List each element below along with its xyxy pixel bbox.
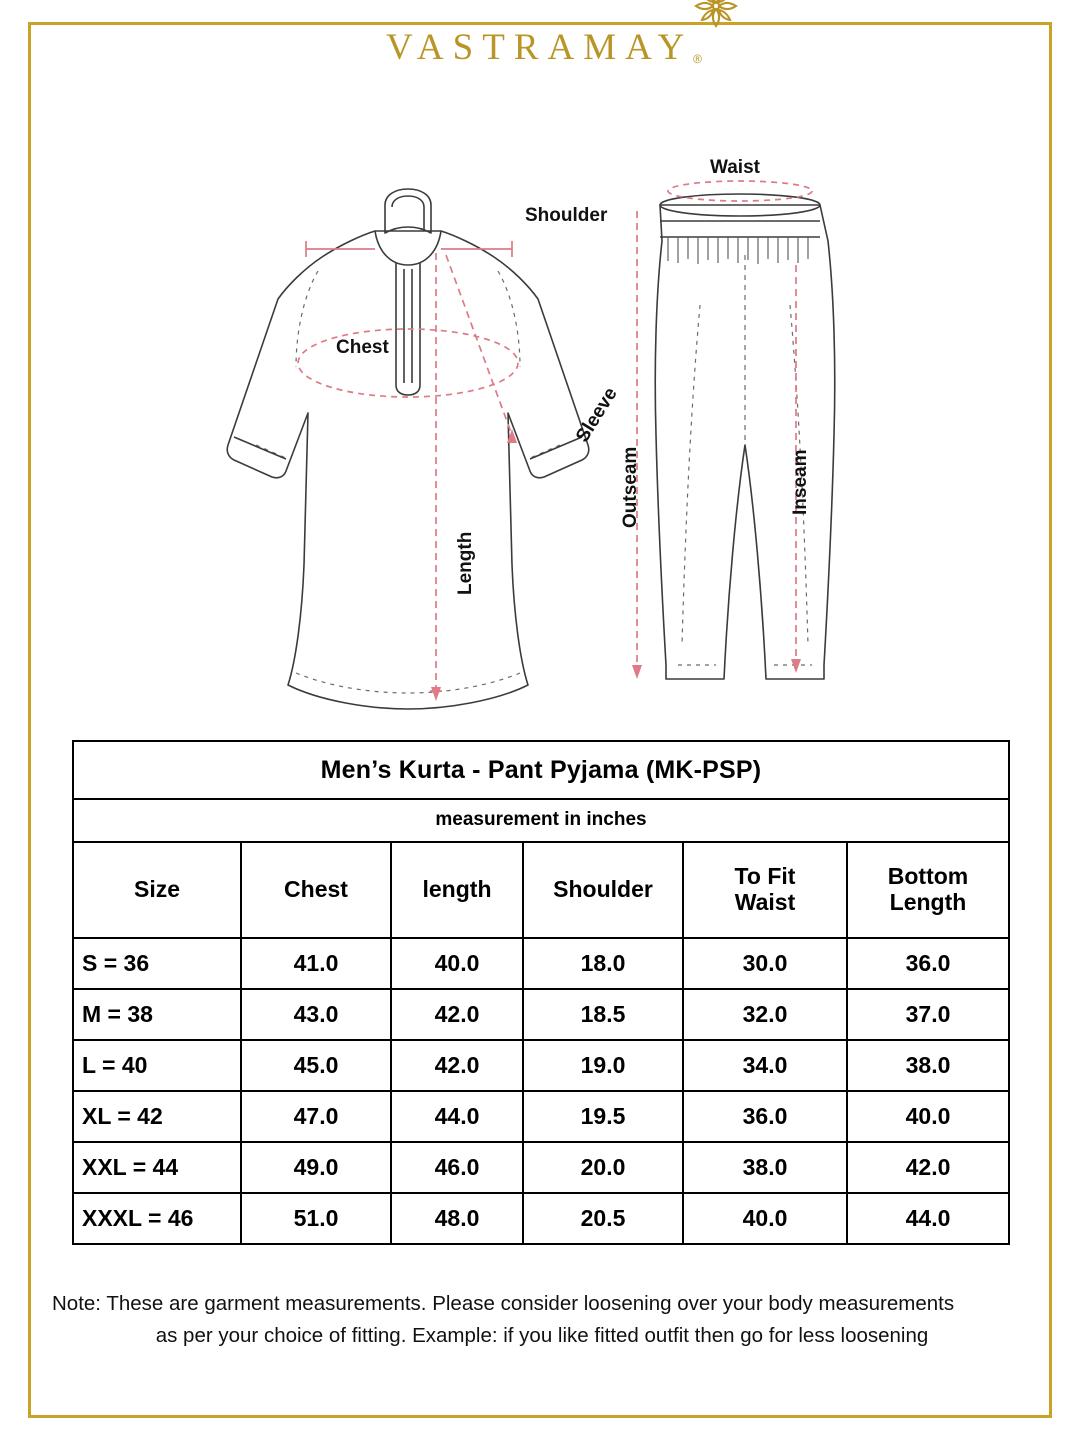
- col-header-bottom-length: [847, 842, 1009, 938]
- col-header-bottom-length-line2: Length: [889, 889, 967, 915]
- cell-shoulder: 20.5: [523, 1193, 683, 1244]
- cell-bottom-length: 40.0: [847, 1091, 1009, 1142]
- table-row: [73, 1142, 1009, 1193]
- brand-name: VASTRAMAY: [385, 27, 694, 68]
- cell-waist: 34.0: [683, 1040, 847, 1091]
- cell-chest: 47.0: [241, 1091, 391, 1142]
- brand-logo: [686, 0, 746, 36]
- cell-shoulder: 18.0: [523, 938, 683, 989]
- cell-length: 42.0: [391, 1040, 523, 1091]
- col-header-shoulder: Shoulder: [523, 842, 683, 938]
- table-title: Men’s Kurta - Pant Pyjama (MK-PSP): [73, 741, 1009, 799]
- garment-diagram: [200, 145, 900, 725]
- table-row: [73, 938, 1009, 989]
- table-row: [73, 1040, 1009, 1091]
- table-row: [73, 1193, 1009, 1244]
- col-header-to-fit-waist: [683, 842, 847, 938]
- cell-length: 44.0: [391, 1091, 523, 1142]
- footer-note-line2: as per your choice of fitting. Example: if you like fitted outfit then go for less loosening: [155, 1323, 929, 1347]
- size-table-wrap: [72, 740, 1008, 1245]
- size-table: [72, 740, 1010, 1245]
- cell-length: 48.0: [391, 1193, 523, 1244]
- ornamental-floral-logo-icon: [686, 0, 746, 36]
- table-row: [73, 989, 1009, 1040]
- cell-chest: 41.0: [241, 938, 391, 989]
- table-title-row: [73, 741, 1009, 799]
- cell-bottom-length: 44.0: [847, 1193, 1009, 1244]
- cell-size: M = 38: [73, 989, 241, 1040]
- cell-length: 46.0: [391, 1142, 523, 1193]
- cell-chest: 49.0: [241, 1142, 391, 1193]
- cell-chest: 43.0: [241, 989, 391, 1040]
- cell-size: S = 36: [73, 938, 241, 989]
- brand-header: [0, 27, 1080, 69]
- cell-size: XL = 42: [73, 1091, 241, 1142]
- cell-waist: 38.0: [683, 1142, 847, 1193]
- cell-bottom-length: 38.0: [847, 1040, 1009, 1091]
- col-header-to-fit-waist-line2: Waist: [734, 889, 796, 915]
- cell-shoulder: 19.0: [523, 1040, 683, 1091]
- col-header-length: length: [391, 842, 523, 938]
- cell-bottom-length: 42.0: [847, 1142, 1009, 1193]
- table-row: [73, 1091, 1009, 1142]
- label-sleeve: Sleeve: [572, 383, 622, 447]
- label-outseam: Outseam: [620, 446, 641, 528]
- label-waist: Waist: [710, 157, 760, 178]
- label-chest: Chest: [336, 337, 389, 358]
- label-inseam: Inseam: [790, 449, 811, 515]
- footer-note-line1: Note: These are garment measurements. Please consider loosening over your body measurements: [52, 1292, 955, 1315]
- cell-waist: 30.0: [683, 938, 847, 989]
- cell-waist: 32.0: [683, 989, 847, 1040]
- col-header-to-fit-waist-line1: To Fit: [734, 863, 796, 890]
- cell-chest: 45.0: [241, 1040, 391, 1091]
- cell-size: L = 40: [73, 1040, 241, 1091]
- col-header-bottom-length-line1: Bottom: [887, 863, 969, 890]
- col-header-chest: Chest: [241, 842, 391, 938]
- col-header-size: Size: [73, 842, 241, 938]
- cell-size: XXXL = 46: [73, 1193, 241, 1244]
- table-subtitle-row: [73, 799, 1009, 842]
- brand-registered-mark: ®: [693, 52, 703, 67]
- brand-row: [378, 27, 703, 69]
- cell-length: 42.0: [391, 989, 523, 1040]
- cell-shoulder: 19.5: [523, 1091, 683, 1142]
- cell-bottom-length: 36.0: [847, 938, 1009, 989]
- cell-shoulder: 20.0: [523, 1142, 683, 1193]
- cell-bottom-length: 37.0: [847, 989, 1009, 1040]
- cell-size: XXL = 44: [73, 1142, 241, 1193]
- table-subtitle: measurement in inches: [73, 799, 1009, 842]
- footer-note: [52, 1288, 1032, 1352]
- cell-waist: 36.0: [683, 1091, 847, 1142]
- label-length: Length: [455, 531, 476, 595]
- garment-diagram-svg: [200, 145, 900, 725]
- label-shoulder: Shoulder: [525, 205, 608, 226]
- table-header-row: [73, 842, 1009, 938]
- cell-shoulder: 18.5: [523, 989, 683, 1040]
- cell-chest: 51.0: [241, 1193, 391, 1244]
- cell-length: 40.0: [391, 938, 523, 989]
- cell-waist: 40.0: [683, 1193, 847, 1244]
